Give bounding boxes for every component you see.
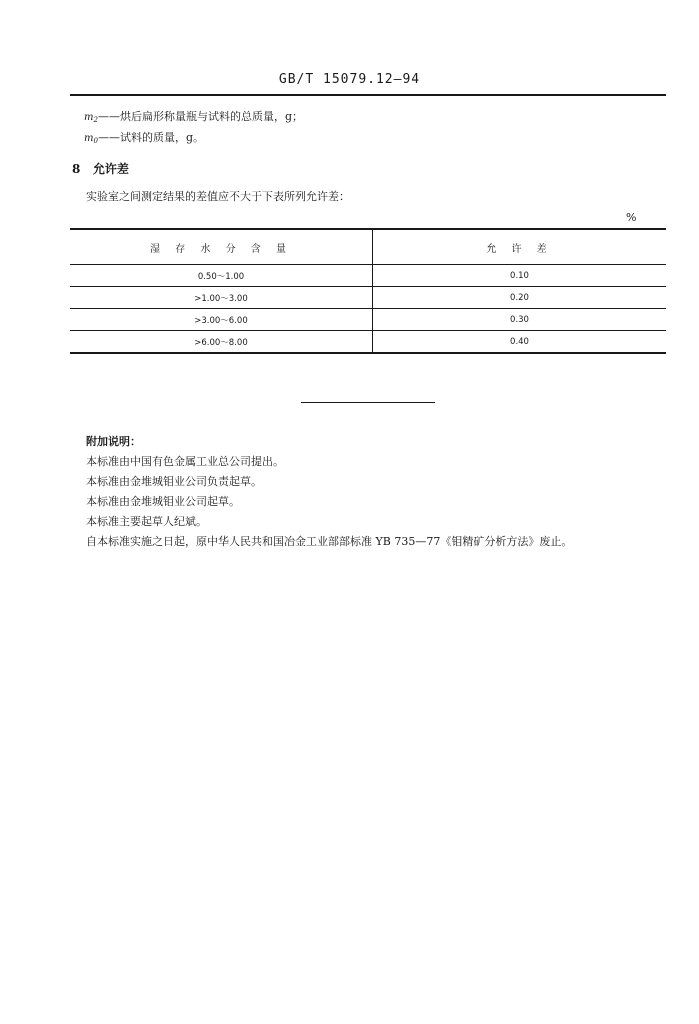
tolerance-value-cell: 0.10 xyxy=(373,265,667,287)
section-heading xyxy=(72,160,129,177)
note-line: 本标准由金堆城钼业公司起草。 xyxy=(86,495,240,508)
definition-separator: —— xyxy=(97,110,120,123)
moisture-range-cell: >6.00～8.00 xyxy=(70,331,373,354)
tolerance-value-cell: 0.20 xyxy=(373,287,667,309)
note-line: 本标准主要起草人纪斌。 xyxy=(86,515,207,528)
table-row xyxy=(70,265,666,287)
definition-symbol: m xyxy=(84,112,94,123)
moisture-range-cell: >3.00～6.00 xyxy=(70,309,373,331)
header-divider xyxy=(70,94,666,96)
note-line: 自本标准实施之日起，原中华人民共和国冶金工业部部标准 YB 735—77《钼精矿分析方法》废止。 xyxy=(86,535,573,548)
note-line: 本标准由中国有色金属工业总公司提出。 xyxy=(86,455,284,468)
section-title: 允许差 xyxy=(92,162,129,176)
table-header-row xyxy=(70,229,666,265)
section-number: 8 xyxy=(72,162,81,176)
definition-m2 xyxy=(84,110,303,127)
additional-notes xyxy=(86,432,572,552)
moisture-range-cell: >1.00～3.00 xyxy=(70,287,373,309)
definition-subscript: 0 xyxy=(93,137,98,145)
definition-text: 烘后扁形称量瓶与试料的总质量，g； xyxy=(119,110,303,123)
unit-label: % xyxy=(626,211,637,224)
tolerance-value-cell: 0.40 xyxy=(373,331,667,354)
definition-m0 xyxy=(84,131,204,148)
notes-title: 附加说明： xyxy=(86,435,141,448)
column-header-tolerance: 允 许 差 xyxy=(373,229,667,265)
standard-code-header: GB/T 15079.12—94 xyxy=(278,72,421,87)
table-row xyxy=(70,331,666,354)
definition-text: 试料的质量，g。 xyxy=(119,131,204,144)
definition-subscript: 2 xyxy=(93,116,98,124)
end-of-text-rule xyxy=(301,402,435,403)
table-row xyxy=(70,287,666,309)
tolerance-value-cell: 0.30 xyxy=(373,309,667,331)
table-row xyxy=(70,309,666,331)
section-intro: 实验室之间测定结果的差值应不大于下表所列允许差： xyxy=(86,190,350,203)
note-line: 本标准由金堆城钼业公司负责起草。 xyxy=(86,475,262,488)
tolerance-table xyxy=(70,228,666,354)
definition-symbol: m xyxy=(84,133,94,144)
definition-separator: —— xyxy=(97,131,120,144)
column-header-moisture: 湿 存 水 分 含 量 xyxy=(70,229,373,265)
moisture-range-cell: 0.50～1.00 xyxy=(70,265,373,287)
